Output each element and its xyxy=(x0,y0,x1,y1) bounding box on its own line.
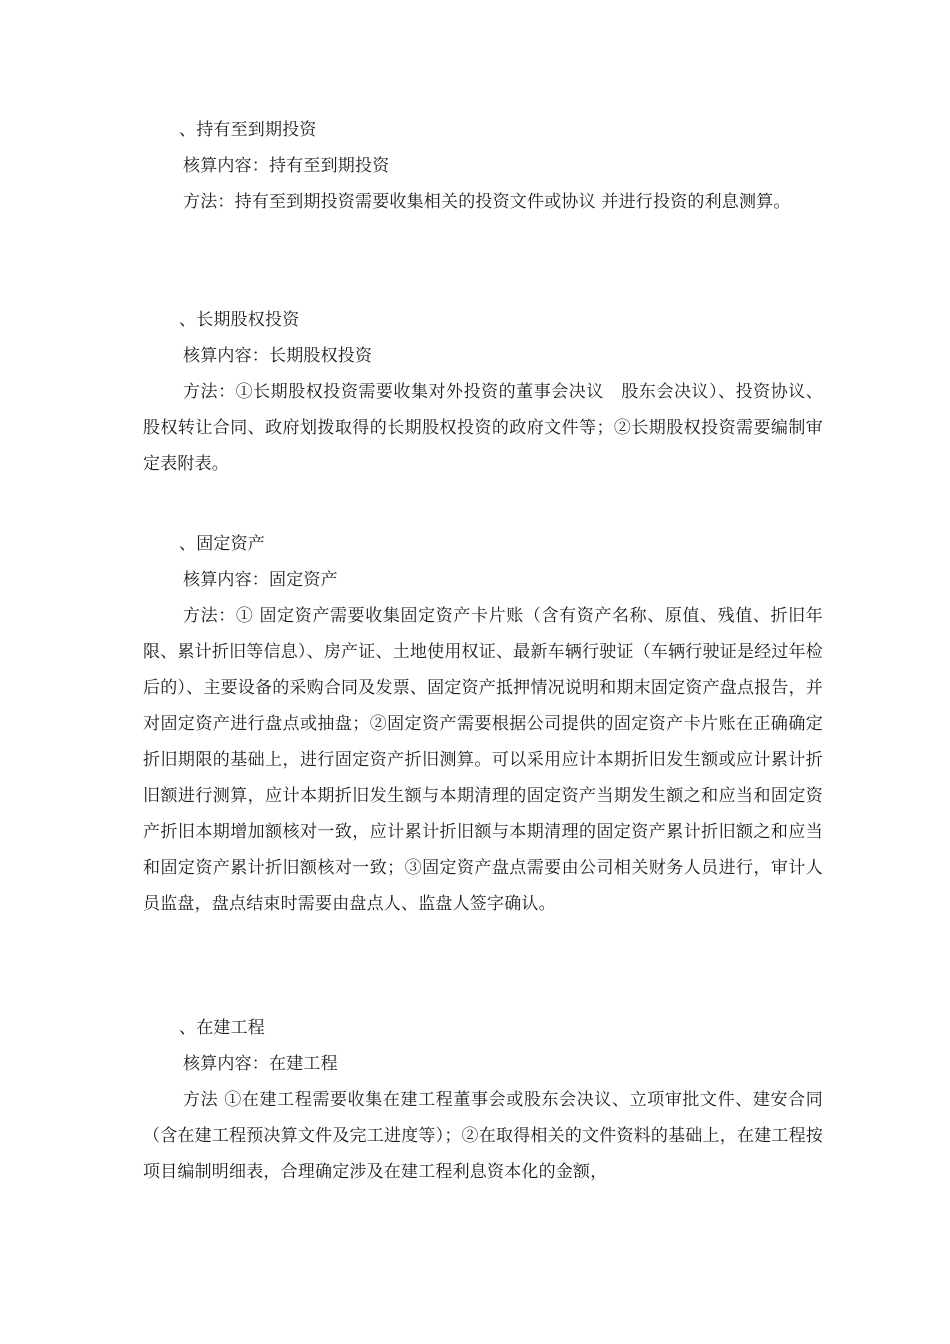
section-construction-in-progress xyxy=(143,1010,823,1190)
section-subject: 核算内容：长期股权投资 xyxy=(183,346,373,366)
section-heading: 、长期股权投资 xyxy=(179,310,300,330)
section-held-to-maturity xyxy=(143,112,823,220)
section-subject: 核算内容：固定资产 xyxy=(183,570,338,590)
section-heading: 、持有至到期投资 xyxy=(179,120,317,140)
section-heading: 、固定资产 xyxy=(179,534,265,554)
section-method: 方法：① 固定资产需要收集固定资产卡片账（含有资产名称、原值、残值、折旧年限、累计折旧等信息）、房产证、土地使用权证、最新车辆行驶证（车辆行驶证是经过年检后的）、主要设备的采购合同及发票、固定资产抵押情况说明和期末固定资产盘点报告，并对固定资产进行盘点或抽盘；②固定资产需要根据公司提供的固定资产卡片账在正确确定折旧期限的基础上，进行固定资产折旧测算。可以采用应计本期折旧发生额或应计累计折旧额进行测算，应计本期折旧发生额与本期清理的固定资产当期发生额之和应当和固定资产折旧本期增加额核对一致，应计累计折旧额与本期清理的固定资产累计折旧额之和应当和固定资产累计折旧额核对一致；③固定资产盘点需要由公司相关财务人员进行，审计人员监盘，盘点结束时需要由盘点人、监盘人签字确认。 xyxy=(143,606,823,914)
section-long-term-equity xyxy=(143,302,823,482)
section-fixed-assets xyxy=(143,526,823,922)
section-method: 方法：①长期股权投资需要收集对外投资的董事会决议 股东会决议）、投资协议、股权转让合同、政府划拨取得的长期股权投资的政府文件等；②长期股权投资需要编制审定表附表。 xyxy=(143,382,823,474)
section-subject: 核算内容：在建工程 xyxy=(183,1054,338,1074)
section-method: 方法 ①在建工程需要收集在建工程董事会或股东会决议、立项审批文件、建安合同（含在建工程预决算文件及完工进度等）；②在取得相关的文件资料的基础上，在建工程按项目编制明细表，合理确定涉及在建工程利息资本化的金额， xyxy=(143,1090,823,1182)
section-heading: 、在建工程 xyxy=(179,1018,265,1038)
section-method: 方法：持有至到期投资需要收集相关的投资文件或协议 并进行投资的利息测算。 xyxy=(183,192,791,212)
section-subject: 核算内容：持有至到期投资 xyxy=(183,156,390,176)
